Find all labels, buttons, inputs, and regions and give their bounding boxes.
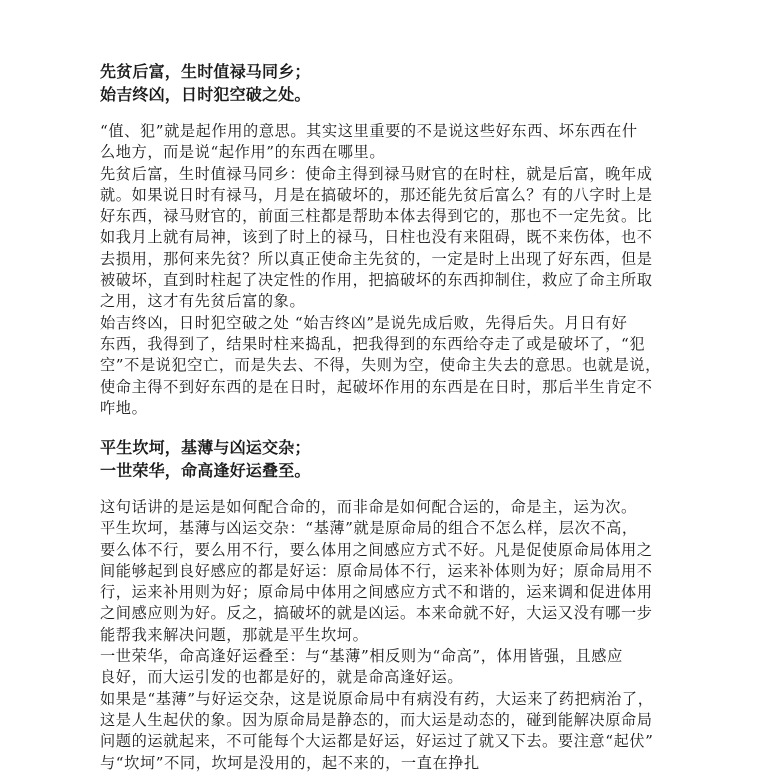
text-line: 空”不是说犯空亡，而是失去、不得，失则为空，使命主失去的意思。也就是说， <box>100 356 661 375</box>
text-line: 能帮我来解决问题，那就是平生坎坷。 <box>100 625 369 644</box>
text-line: 间能够起到良好感应的都是好运：原命局体不行，运来补体则为好；原命局用不 <box>100 561 653 580</box>
heading-line: 一世荣华，命高逢好运叠至。 <box>100 461 311 480</box>
text-line: 好东西，禄马财官的，前面三柱都是帮助本体去得到它的，那也不一定先贫。比 <box>100 207 653 226</box>
section-1-body <box>100 121 700 419</box>
text-line: 与“坎坷”不同，坎坷是没用的，起不来的，一直在挣扎 <box>100 753 480 772</box>
text-line: 平生坎坷，基薄与凶运交杂：“基薄”就是原命局的组合不怎么样，层次不高， <box>100 519 638 538</box>
text-line: 始吉终凶，日时犯空破之处 “始吉终凶”是说先成后败，先得后失。月日有好 <box>100 313 628 332</box>
text-line: 就。如果说日时有禄马，月是在搞破坏的，那还能先贫后富么？有的八字时上是 <box>100 185 653 204</box>
text-line: 这是人生起伏的象。因为原命局是静态的，而大运是动态的，碰到能解决原命局 <box>100 710 653 729</box>
heading-line: 平生坎坷，基薄与凶运交杂； <box>100 438 311 457</box>
text-line: 如果是“基薄”与好运交杂，这是说原命局中有病没有药，大运来了药把病治了， <box>100 689 654 708</box>
text-line: 先贫后富，生时值禄马同乡：使命主得到禄马财官的在时柱，就是后富，晚年成 <box>100 164 653 183</box>
section-1-heading <box>100 60 700 106</box>
text-line: 之用，这才有先贫后富的象。 <box>100 292 306 311</box>
text-line: 去损用，那何来先贫？所以真正使命主先贫的，一定是时上出现了好东西，但是 <box>100 249 653 268</box>
text-line: 么地方，而是说“起作用”的东西在哪里。 <box>100 143 386 162</box>
section-2-body <box>100 497 700 774</box>
section-2-heading <box>100 436 700 482</box>
text-line: 咋地。 <box>100 398 148 417</box>
heading-line: 始吉终凶，日时犯空破之处。 <box>100 85 311 104</box>
text-line: 这句话讲的是运是如何配合命的，而非命是如何配合运的，命是主，运为次。 <box>100 498 637 516</box>
text-line: 问题的运就起来，不可能每个大运都是好运，好运过了就又下去。要注意“起伏” <box>100 732 654 751</box>
text-line: 要么体不行，要么用不行，要么体用之间感应方式不好。凡是促使原命局体用之 <box>100 540 653 559</box>
text-line: 一世荣华，命高逢好运叠至：与“基薄”相反则为“命高”，体用皆强，且感应 <box>100 647 623 666</box>
text-line: 行，运来补用则为好；原命局中体用之间感应方式不和谐的，运来调和促进体用 <box>100 583 653 602</box>
text-line: “值、犯”就是起作用的意思。其实这里重要的不是说这些好东西、坏东西在什 <box>100 122 638 140</box>
text-line: 良好，而大运引发的也都是好的，就是命高逢好运。 <box>100 668 464 687</box>
heading-line: 先贫后富，生时值禄马同乡； <box>100 62 311 81</box>
text-line: 使命主得不到好东西的是在日时，起破坏作用的东西是在日时，那后半生肯定不 <box>100 377 653 396</box>
text-line: 如我月上就有局神，该到了时上的禄马，日柱也没有来阻碍，既不来伤体，也不 <box>100 228 653 247</box>
text-line: 东西，我得到了，结果时柱来捣乱，把我得到的东西给夺走了或是破坏了，“犯 <box>100 334 646 353</box>
text-line: 被破坏，直到时柱起了决定性的作用，把搞破坏的东西抑制住，救应了命主所取 <box>100 271 653 290</box>
text-line: 之间感应则为好。反之，搞破坏的就是凶运。本来命就不好，大运又没有哪一步 <box>100 604 653 623</box>
